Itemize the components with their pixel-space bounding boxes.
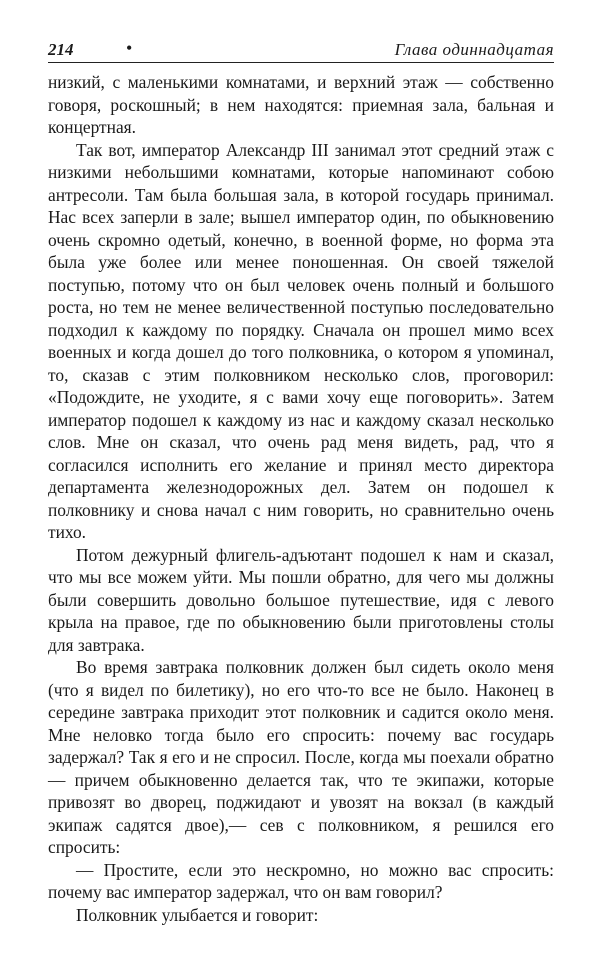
- book-page: [48, 38, 554, 926]
- paragraph-continuation: низкий, с маленькими комнатами, и верхний этаж — собственно говоря, роскошный; в нем находятся: приемная зала, бальная и концертная.: [48, 72, 554, 137]
- body-text: [48, 71, 554, 926]
- running-title: Глава одиннадцатая: [394, 40, 554, 59]
- paragraph-adjutant: Потом дежурный флигель-адъютант подошел к нам и сказал, что мы все можем уйти. Мы пошли обратно, для чего мы должны были совершить довольно большое путешествие, идя с левого крыла на правое, где по обыкновению были приготовлены столы для завтрака.: [48, 544, 554, 655]
- paragraph-reply: Полковник улыбается и говорит:: [76, 904, 319, 925]
- header-dot: •: [126, 38, 133, 58]
- page-number: 214: [48, 40, 74, 59]
- paragraph-audience: Так вот, император Александр III занимал этот средний этаж с низкими небольшими комнатами, которые напоминают собою антресоли. Там была большая зала, в которой государь принимал. Нас всех заперли в зале; вышел император один, по обыкновению очень скромно одетый, конечно, в военной форме, но форма эта была уже более или менее поношенная. Он своей тяжелой поступью, потому что он был человек очень полный и большого роста, но тем не менее величественной поступью последовательно подходил к каждому по порядку. Сначала он прошел мимо всех военных и когда дошел до того полковника, о котором я упоминал, то, сказав с этим полковником несколько слов, проговорил: «Подождите, не уходите, я с вами хочу еще поговорить». Затем император подошел к каждому из нас и каждому сказал несколько слов. Мне он сказал, что очень рад меня видеть, рад, что я согласился исполнить его желание и принял место директора департамента железнодорожных дел. Затем он подошел к полковнику и снова начал с ним говорить, но сравнительно очень тихо.: [48, 139, 554, 542]
- paragraph-breakfast: Во время завтрака полковник должен был сидеть около меня (что я видел по билетику), но его что-то все не было. Наконец в середине завтрака приходит этот полковник и садится около меня. Мне неловко тогда было его спросить: почему вас государь задержал? Так я его и не спросил. После, когда мы поехали обратно — причем обыкновенно делается так, что те экипажи, которые привозят во дворец, поджидают и увозят на вокзал (в каждый экипаж садятся двое),— сев с полковником, я решился его спросить:: [48, 657, 554, 857]
- page-header: [48, 38, 554, 63]
- paragraph-question: — Простите, если это нескромно, но можно вас спросить: почему вас император задержал, что он вам говорил?: [48, 859, 554, 902]
